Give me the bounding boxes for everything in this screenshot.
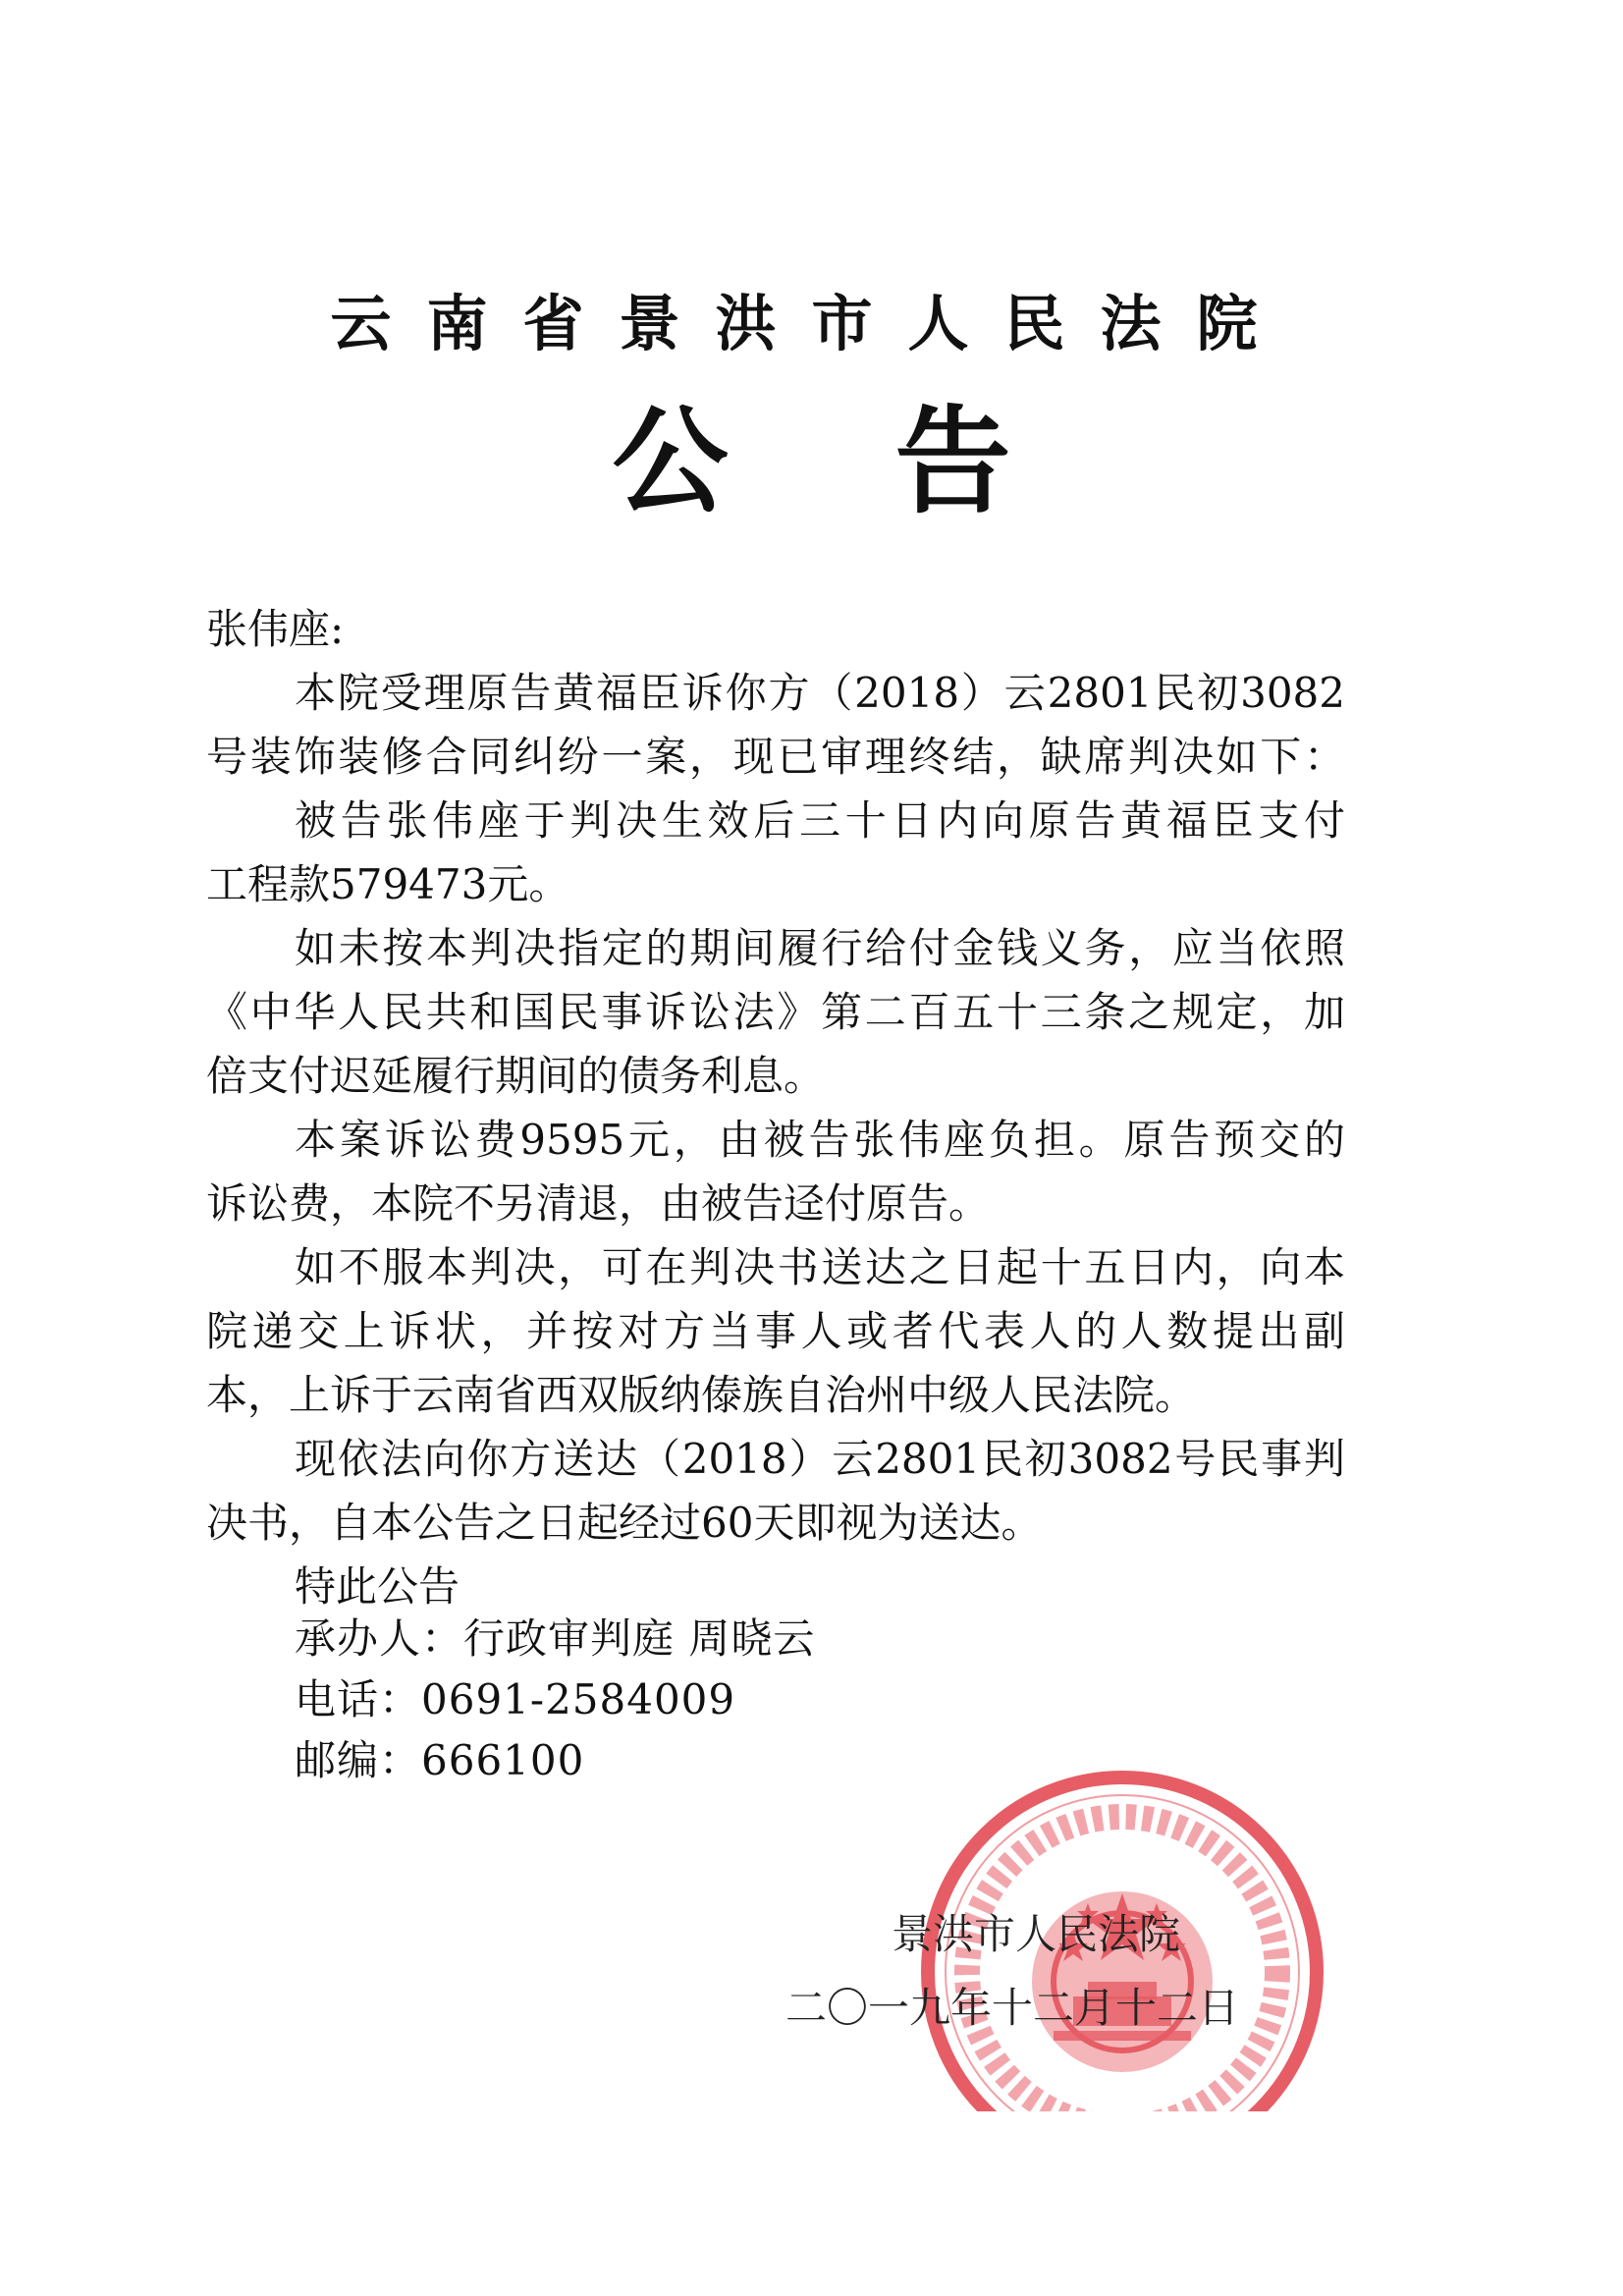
paragraph-5-line-1: 如不服本判决，可在判决书送达之日起十五日内，向本 (295, 1243, 1345, 1291)
paragraph-1-line-1: 本院受理原告黄福臣诉你方（2018）云2801民初3082 (295, 669, 1345, 717)
paragraph-6-line-2: 决书，自本公告之日起经过60天即视为送达。 (206, 1499, 1043, 1547)
paragraph-2-line-2: 工程款579473元。 (206, 860, 570, 908)
title-char-1: 公 (612, 394, 729, 529)
paragraph-4-line-2: 诉讼费，本院不另清退，由被告迳付原告。 (206, 1179, 991, 1228)
paragraph-3-line-2: 《中华人民共和国民事诉讼法》第二百五十三条之规定，加 (206, 988, 1345, 1036)
signature-court: 景洪市人民法院 (892, 1910, 1181, 1958)
paragraph-3-line-3: 倍支付迟延履行期间的债务利息。 (206, 1052, 826, 1100)
paragraph-6-line-1: 现依法向你方送达（2018）云2801民初3082号民事判 (295, 1435, 1345, 1483)
postcode-line: 邮编：666100 (295, 1736, 585, 1784)
paragraph-5-line-3: 本，上诉于云南省西双版纳傣族自治州中级人民法院。 (206, 1371, 1197, 1419)
handler-line: 承办人：行政审判庭 周晓云 (295, 1614, 816, 1663)
paragraph-4-line-1: 本案诉讼费9595元，由被告张伟座负担。原告预交的 (295, 1116, 1345, 1164)
addressee: 张伟座: (206, 605, 345, 653)
paragraph-3-line-1: 如未按本判决指定的期间履行给付金钱义务，应当依照 (295, 924, 1345, 972)
court-name: 云南省景洪市人民法院 (330, 288, 1293, 359)
paragraph-2-line-1: 被告张伟座于判决生效后三十日内向原告黄福臣支付 (295, 796, 1345, 845)
contact-info (295, 1609, 815, 1791)
document-title (0, 394, 1623, 529)
title-char-2: 告 (894, 394, 1011, 529)
paragraph-1-line-2: 号装饰装修合同纠纷一案，现已审理终结，缺席判决如下： (206, 733, 1345, 781)
phone-line: 电话：0691-2584009 (295, 1675, 736, 1723)
closing-phrase: 特此公告 (295, 1562, 460, 1611)
signature-date: 二〇一九年十二月十二日 (785, 1984, 1240, 2032)
paragraph-5-line-2: 院递交上诉状，并按对方当事人或者代表人的人数提出副 (206, 1307, 1345, 1355)
notice-body (206, 597, 1345, 1618)
